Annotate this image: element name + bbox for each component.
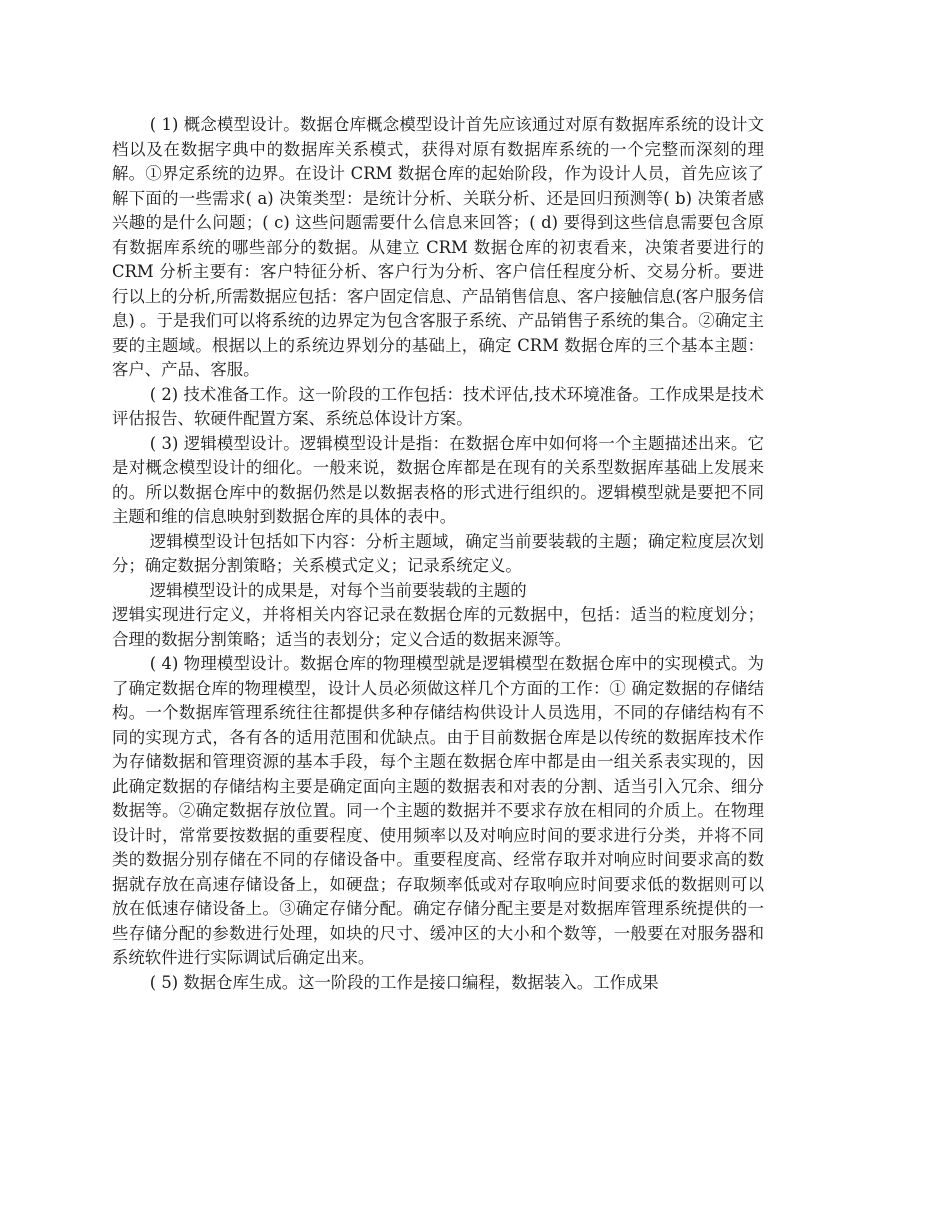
paragraph-physical-model: ( 4) 物理模型设计。数据仓库的物理模型就是逻辑模型在数据仓库中的实现模式。为了确定数据仓库的物理模型，设计人员必须做这样几个方面的工作：① 确定数据的存储结构。一个数据库管理系统往往都提供多种存储结构供设计人员选用，不同的存储结构有不同的实现方式，各有各的适用范围和优缺点。由于目前数据仓库是以传统的数据库技术作为存储数据和管理资源的基本手段，每个主题在数据仓库中都是由一组关系表实现的，因此确定数据的存储结构主要是确定面向主题的数据表和对表的分割、适当引入冗余、细分数据等。②确定数据存放位置。同一个主题的数据并不要求存放在相同的介质上。在物理设计时，常常要按数据的重要程度、使用频率以及对响应时间的要求进行分类，并将不同类的数据分别存储在不同的存储设备中。重要程度高、经常存取并对响应时间要求高的数据就存放在高速存储设备上，如硬盘；存取频率低或对存取响应时间要求低的数据则可以放在低速存储设备上。③确定存储分配。确定存储分配主要是对数据库管理系统提供的一些存储分配的参数进行处理，如块的尺寸、缓冲区的大小和个数等，一般要在对服务器和系统软件进行实际调试后确定出来。 xyxy=(112,654,764,967)
paragraph-logical-model-contents: 逻辑模型设计包括如下内容：分析主题域，确定当前要装载的主题；确定粒度层次划分；确定数据分割策略；关系模式定义；记录系统定义。 xyxy=(112,531,764,575)
paragraph-conceptual-model: ( 1) 概念模型设计。数据仓库概念模型设计首先应该通过对原有数据库系统的设计文档以及在数据字典中的数据库关系模式，获得对原有数据库系统的一个完整而深刻的理解。①界定系统的边界。在设计 CRM 数据仓库的起始阶段，作为设计人员，首先应该了解下面的一些需求( a) 决策类型：是统计分析、关联分析、还是回归预测等( b) 决策者感兴趣的是什么问题；( c) 这些问题需要什么信息来回答；( d) 要得到这些信息需要包含原有数据库系统的哪些部分的数据。从建立 CRM 数据仓库的初衷看来，决策者要进行的 CRM 分析主要有：客户特征分析、客户行为分析、客户信任程度分析、交易分析。要进行以上的分析,所需数据应包括：客户固定信息、产品销售信息、客户接触信息(客户服务信息) 。于是我们可以将系统的边界定为包含客服子系统、产品销售子系统的集合。②确定主要的主题域。根据以上的系统边界划分的基础上，确定 CRM 数据仓库的三个基本主题：客户、产品、客服。 xyxy=(112,115,764,379)
paragraph-warehouse-generation: ( 5) 数据仓库生成。这一阶段的工作是接口编程，数据装入。工作成果 xyxy=(149,972,659,992)
paragraph-technical-preparation: ( 2) 技术准备工作。这一阶段的工作包括：技术评估,技术环境准备。工作成果是技术评估报告、软硬件配置方案、系统总体设计方案。 xyxy=(112,384,764,428)
document-body xyxy=(112,113,764,995)
paragraph-logical-model: ( 3) 逻辑模型设计。逻辑模型设计是指：在数据仓库中如何将一个主题描述出来。它是对概念模型设计的细化。一般来说，数据仓库都是在现有的关系型数据库基础上发展来的。所以数据仓库中的数据仍然是以数据表格的形式进行组织的。逻辑模型就是要把不同主题和维的信息映射到数据仓库的具体的表中。 xyxy=(112,433,764,526)
paragraph-logical-implementation: 逻辑实现进行定义，并将相关内容记录在数据仓库的元数据中，包括：适当的粒度划分；合理的数据分割策略；适当的表划分；定义合适的数据来源等。 xyxy=(112,605,764,649)
paragraph-logical-model-results: 逻辑模型设计的成果是，对每个当前要装载的主题的 xyxy=(149,580,527,600)
